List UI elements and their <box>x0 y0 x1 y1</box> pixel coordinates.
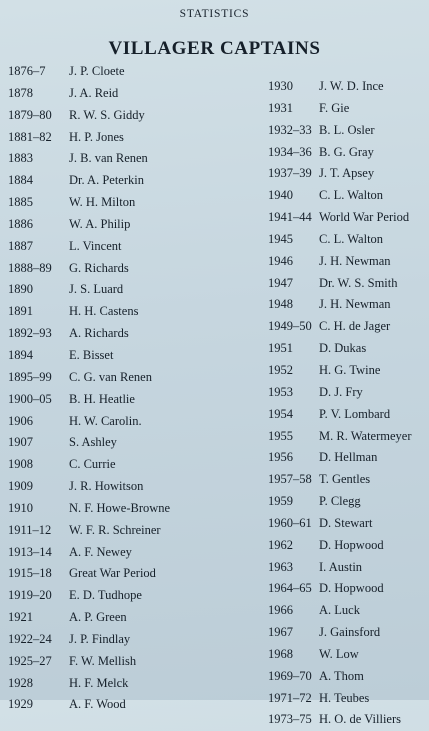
captain-row <box>8 61 170 83</box>
captain-year: 1900–05 <box>8 391 52 406</box>
captain-year: 1911–12 <box>8 522 52 537</box>
captain-name: B. H. Heatlie <box>69 391 135 406</box>
captain-name: P. V. Lombard <box>319 406 391 421</box>
captain-name: D. Hopwood <box>319 581 384 596</box>
captain-name: E. D. Tudhope <box>69 588 142 603</box>
captain-name: Great War Period <box>69 566 156 581</box>
captain-name: N. F. Howe-Browne <box>69 500 171 515</box>
captain-name: J. H. Newman <box>319 253 391 268</box>
captain-year: 1946 <box>268 253 293 268</box>
captain-row <box>268 251 412 273</box>
captain-name: World War Period <box>319 210 410 225</box>
captain-row <box>8 345 170 367</box>
captain-name: A. F. Newey <box>69 544 132 559</box>
captain-name: H. Teubes <box>319 690 370 705</box>
captain-year: 1932–33 <box>268 122 312 137</box>
captain-name: H. G. Twine <box>319 362 381 377</box>
captain-row <box>268 557 412 579</box>
captain-name: A. Richards <box>69 326 129 341</box>
captain-name: P. Clegg <box>319 494 361 509</box>
captain-name: J. P. Cloete <box>69 64 125 78</box>
captain-name: D. Stewart <box>319 515 373 530</box>
captain-name: F. W. Mellish <box>69 653 137 668</box>
captain-year: 1919–20 <box>8 588 52 603</box>
captain-year: 1890 <box>8 282 33 297</box>
captain-row <box>8 148 170 170</box>
captain-name: J. P. Findlay <box>69 631 131 646</box>
captain-name: I. Austin <box>319 559 363 574</box>
captain-year: 1907 <box>8 435 33 450</box>
captain-row <box>8 607 170 629</box>
captain-year: 1930 <box>268 79 293 93</box>
captain-name: W. A. Philip <box>69 216 131 231</box>
captain-name: L. Vincent <box>69 238 122 253</box>
captain-row <box>8 498 170 520</box>
captain-row <box>8 563 170 585</box>
captain-name: Dr. A. Peterkin <box>69 173 144 188</box>
captain-name: J. T. Apsey <box>319 166 375 181</box>
captain-year: 1967 <box>268 625 293 640</box>
right-captains-list <box>268 76 412 731</box>
captain-row <box>268 338 412 360</box>
captain-name: B. G. Gray <box>319 144 374 159</box>
captain-row <box>8 127 170 149</box>
captain-row <box>8 673 170 695</box>
captain-year: 1913–14 <box>8 544 52 559</box>
captain-row <box>268 273 412 295</box>
captain-year: 1940 <box>268 188 293 203</box>
captain-year: 1922–24 <box>8 631 52 646</box>
captain-name: B. L. Osler <box>319 122 375 137</box>
captain-year: 1925–27 <box>8 653 52 668</box>
captain-row <box>268 185 412 207</box>
captain-name: T. Gentles <box>319 472 371 487</box>
captain-year: 1886 <box>8 216 33 231</box>
captain-name: D. Hellman <box>319 450 378 465</box>
captain-row <box>8 542 170 564</box>
captain-year: 1892–93 <box>8 326 52 341</box>
captain-name: A. Luck <box>319 603 360 618</box>
captain-year: 1954 <box>268 406 293 421</box>
captain-row <box>8 520 170 542</box>
captain-year: 1969–70 <box>268 668 312 683</box>
captain-year: 1879–80 <box>8 107 52 122</box>
captain-year: 1957–58 <box>268 472 312 487</box>
captain-name: D. Hopwood <box>319 537 384 552</box>
captain-year: 1949–50 <box>268 319 312 334</box>
captain-name: A. F. Wood <box>69 697 126 712</box>
captain-year: 1915–18 <box>8 566 52 581</box>
captain-year: 1894 <box>8 347 33 362</box>
captain-year: 1937–39 <box>268 166 312 181</box>
captain-name: C. H. de Jager <box>319 319 391 334</box>
captain-row <box>268 535 412 557</box>
captain-row <box>8 279 170 301</box>
captain-year: 1883 <box>8 151 33 166</box>
captain-year: 1960–61 <box>268 515 312 530</box>
captain-name: H. P. Jones <box>69 129 124 144</box>
captain-row <box>8 323 170 345</box>
captain-year: 1910 <box>8 500 33 515</box>
captain-year: 1895–99 <box>8 369 52 384</box>
captain-row <box>268 622 412 644</box>
captain-row <box>8 105 170 127</box>
captain-name: D. J. Fry <box>319 384 363 399</box>
captain-row <box>268 207 412 229</box>
captain-row <box>268 76 412 98</box>
captain-name: H. O. de Villiers <box>319 712 401 727</box>
captain-row <box>268 709 412 731</box>
captain-year: 1966 <box>268 603 293 618</box>
captain-name: J. H. Newman <box>319 297 391 312</box>
captain-year: 1971–72 <box>268 690 312 705</box>
captain-row <box>8 301 170 323</box>
captain-row <box>268 600 412 622</box>
captain-year: 1881–82 <box>8 129 52 144</box>
captain-name: H. W. Carolin. <box>69 413 142 428</box>
page-title: VILLAGER CAPTAINS <box>108 38 321 59</box>
captain-row <box>8 214 170 236</box>
captain-row <box>8 367 170 389</box>
captain-year: 1891 <box>8 304 33 319</box>
captain-name: F. Gie <box>319 100 350 115</box>
captain-year: 1959 <box>268 494 293 509</box>
captain-name: M. R. Watermeyer <box>319 428 412 443</box>
captain-name: D. Dukas <box>319 341 367 356</box>
captain-year: 1908 <box>8 457 33 472</box>
captain-row <box>8 192 170 214</box>
captain-year: 1887 <box>8 238 33 253</box>
captain-year: 1973–75 <box>268 712 312 727</box>
captain-year: 1878 <box>8 85 33 100</box>
captain-year: 1956 <box>268 450 293 465</box>
captain-row <box>8 170 170 192</box>
captain-row <box>8 389 170 411</box>
captain-row <box>8 236 170 258</box>
captain-row <box>8 411 170 433</box>
captain-row <box>8 83 170 105</box>
captain-year: 1906 <box>8 413 33 428</box>
captain-year: 1947 <box>268 275 293 290</box>
captain-year: 1951 <box>268 341 293 356</box>
captain-row <box>268 688 412 710</box>
captain-name: R. W. S. Giddy <box>69 107 145 122</box>
captain-year: 1909 <box>8 479 33 494</box>
captain-row <box>268 382 412 404</box>
captain-row <box>8 585 170 607</box>
captain-year: 1934–36 <box>268 144 312 159</box>
captain-name: A. P. Green <box>69 610 127 625</box>
captain-name: J. R. Howitson <box>69 479 144 494</box>
captain-row <box>268 360 412 382</box>
captain-row <box>8 432 170 454</box>
captain-name: G. Richards <box>69 260 129 275</box>
captain-year: 1945 <box>268 231 293 246</box>
captain-name: J. Gainsford <box>319 625 381 640</box>
captain-name: J. A. Reid <box>69 85 119 100</box>
captain-row <box>268 120 412 142</box>
captain-row <box>8 629 170 651</box>
captain-year: 1968 <box>268 646 293 661</box>
captain-year: 1953 <box>268 384 293 399</box>
captain-name: C. L. Walton <box>319 188 384 203</box>
captain-name: H. H. Castens <box>69 304 139 319</box>
captain-row <box>8 651 170 673</box>
captain-row <box>268 426 412 448</box>
captain-name: C. Currie <box>69 457 116 472</box>
captain-name: W. H. Milton <box>69 195 136 210</box>
captain-year: 1928 <box>8 675 33 690</box>
captain-row <box>8 694 170 716</box>
captain-row <box>268 469 412 491</box>
captain-year: 1876–7 <box>8 64 46 78</box>
captain-row <box>268 294 412 316</box>
captain-name: J. W. D. Ince <box>319 79 384 93</box>
captain-name: J. B. van Renen <box>69 151 148 166</box>
captain-row <box>268 98 412 120</box>
captain-row <box>8 476 170 498</box>
captain-row <box>268 491 412 513</box>
captain-year: 1963 <box>268 559 293 574</box>
captain-year: 1955 <box>268 428 293 443</box>
captain-row <box>8 258 170 280</box>
captain-row <box>268 513 412 535</box>
captain-year: 1931 <box>268 100 293 115</box>
captain-row <box>8 454 170 476</box>
captain-row <box>268 142 412 164</box>
captain-name: H. F. Melck <box>69 675 129 690</box>
captain-row <box>268 666 412 688</box>
captain-row <box>268 404 412 426</box>
captain-name: A. Thom <box>319 668 364 683</box>
captain-name: J. S. Luard <box>69 282 124 297</box>
section-header: STATISTICS <box>179 8 250 20</box>
captain-name: C. G. van Renen <box>69 369 152 384</box>
captain-name: W. Low <box>319 646 359 661</box>
captain-year: 1929 <box>8 697 33 712</box>
captain-year: 1962 <box>268 537 293 552</box>
captain-row <box>268 578 412 600</box>
captain-name: E. Bisset <box>69 347 114 362</box>
captain-row <box>268 163 412 185</box>
captain-row <box>268 316 412 338</box>
captain-row <box>268 644 412 666</box>
captain-name: W. F. R. Schreiner <box>69 522 161 537</box>
captain-year: 1941–44 <box>268 210 312 225</box>
captain-year: 1921 <box>8 610 33 625</box>
captain-year: 1884 <box>8 173 33 188</box>
captain-year: 1885 <box>8 195 33 210</box>
captain-name: C. L. Walton <box>319 231 384 246</box>
captain-name: Dr. W. S. Smith <box>319 275 398 290</box>
captain-year: 1948 <box>268 297 293 312</box>
left-captains-list <box>8 61 170 716</box>
captain-name: S. Ashley <box>69 435 117 450</box>
captain-year: 1964–65 <box>268 581 312 596</box>
captain-year: 1888–89 <box>8 260 52 275</box>
captain-row <box>268 229 412 251</box>
captain-row <box>268 447 412 469</box>
captain-year: 1952 <box>268 362 293 377</box>
